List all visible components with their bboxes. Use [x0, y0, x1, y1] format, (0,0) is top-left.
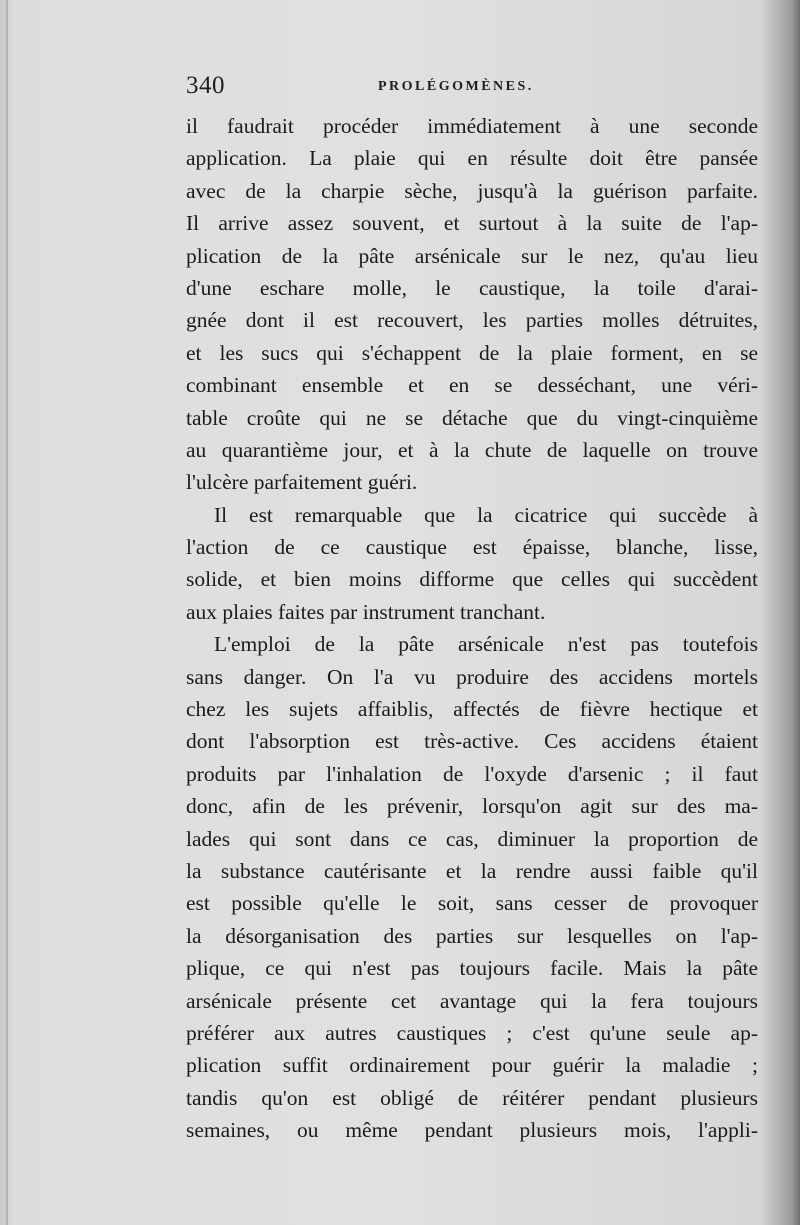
text-line: plication suffit ordinairement pour guérir la maladie ;	[186, 1053, 758, 1078]
text-line: et les sucs qui s'échappent de la plaie forment, en se	[186, 340, 758, 365]
text-line: la désorganisation des parties sur lesquelles on l'ap-	[186, 923, 758, 948]
text-line: sans danger. On l'a vu produire des accidens mortels	[186, 664, 758, 689]
text-line: arsénicale présente cet avantage qui la fera toujours	[186, 988, 758, 1013]
text-line: solide, et bien moins difforme que celles qui succèdent	[186, 567, 758, 592]
paragraph-start-line: Il est remarquable que la cicatrice qui succède à	[214, 502, 758, 527]
text-line: la substance cautérisante et la rendre aussi faible qu'il	[186, 858, 758, 883]
body-text	[186, 110, 758, 1147]
text-line: table croûte qui ne se détache que du vingt-cinquième	[186, 405, 758, 430]
text-line: dont l'absorption est très-active. Ces accidens étaient	[186, 729, 758, 754]
text-line: semaines, ou même pendant plusieurs mois, l'appli-	[186, 1118, 758, 1143]
text-line: application. La plaie qui en résulte doit être pansée	[186, 146, 758, 171]
text-line: avec de la charpie sèche, jusqu'à la guérison parfaite.	[186, 178, 758, 203]
text-line: est possible qu'elle le soit, sans cesser de provoquer	[186, 891, 758, 916]
running-title: PROLÉGOMÈNES.	[378, 79, 534, 94]
text-line: au quarantième jour, et à la chute de laquelle on trouve	[186, 437, 758, 462]
text-line: Il arrive assez souvent, et surtout à la suite de l'ap-	[186, 211, 758, 236]
text-line: d'une eschare molle, le caustique, la toile d'arai-	[186, 275, 758, 300]
text-line: plique, ce qui n'est pas toujours facile. Mais la pâte	[186, 956, 758, 981]
paragraph-end-line: aux plaies faites par instrument tranchant.	[186, 599, 546, 624]
paragraph-end-line: l'ulcère parfaitement guéri.	[186, 470, 418, 495]
page-header	[186, 72, 756, 106]
page-number: 340	[186, 72, 225, 99]
paragraph-start-line: L'emploi de la pâte arsénicale n'est pas toutefois	[214, 632, 758, 657]
text-line: combinant ensemble et en se desséchant, une véri-	[186, 373, 758, 398]
text-line: produits par l'inhalation de l'oxyde d'arsenic ; il faut	[186, 761, 758, 786]
page-edge	[6, 0, 8, 1225]
text-line: tandis qu'on est obligé de réitérer pendant plusieurs	[186, 1085, 758, 1110]
text-line: préférer aux autres caustiques ; c'est qu'une seule ap-	[186, 1020, 758, 1045]
text-line: il faudrait procéder immédiatement à une seconde	[186, 114, 758, 138]
text-line: plication de la pâte arsénicale sur le nez, qu'au lieu	[186, 243, 758, 268]
text-line: l'action de ce caustique est épaisse, blanche, lisse,	[186, 535, 758, 560]
text-line: donc, afin de les prévenir, lorsqu'on agit sur des ma-	[186, 794, 758, 819]
text-line: lades qui sont dans ce cas, diminuer la proportion de	[186, 826, 758, 851]
text-line: gnée dont il est recouvert, les parties molles détruites,	[186, 308, 758, 333]
text-line: chez les sujets affaiblis, affectés de fièvre hectique et	[186, 697, 758, 722]
